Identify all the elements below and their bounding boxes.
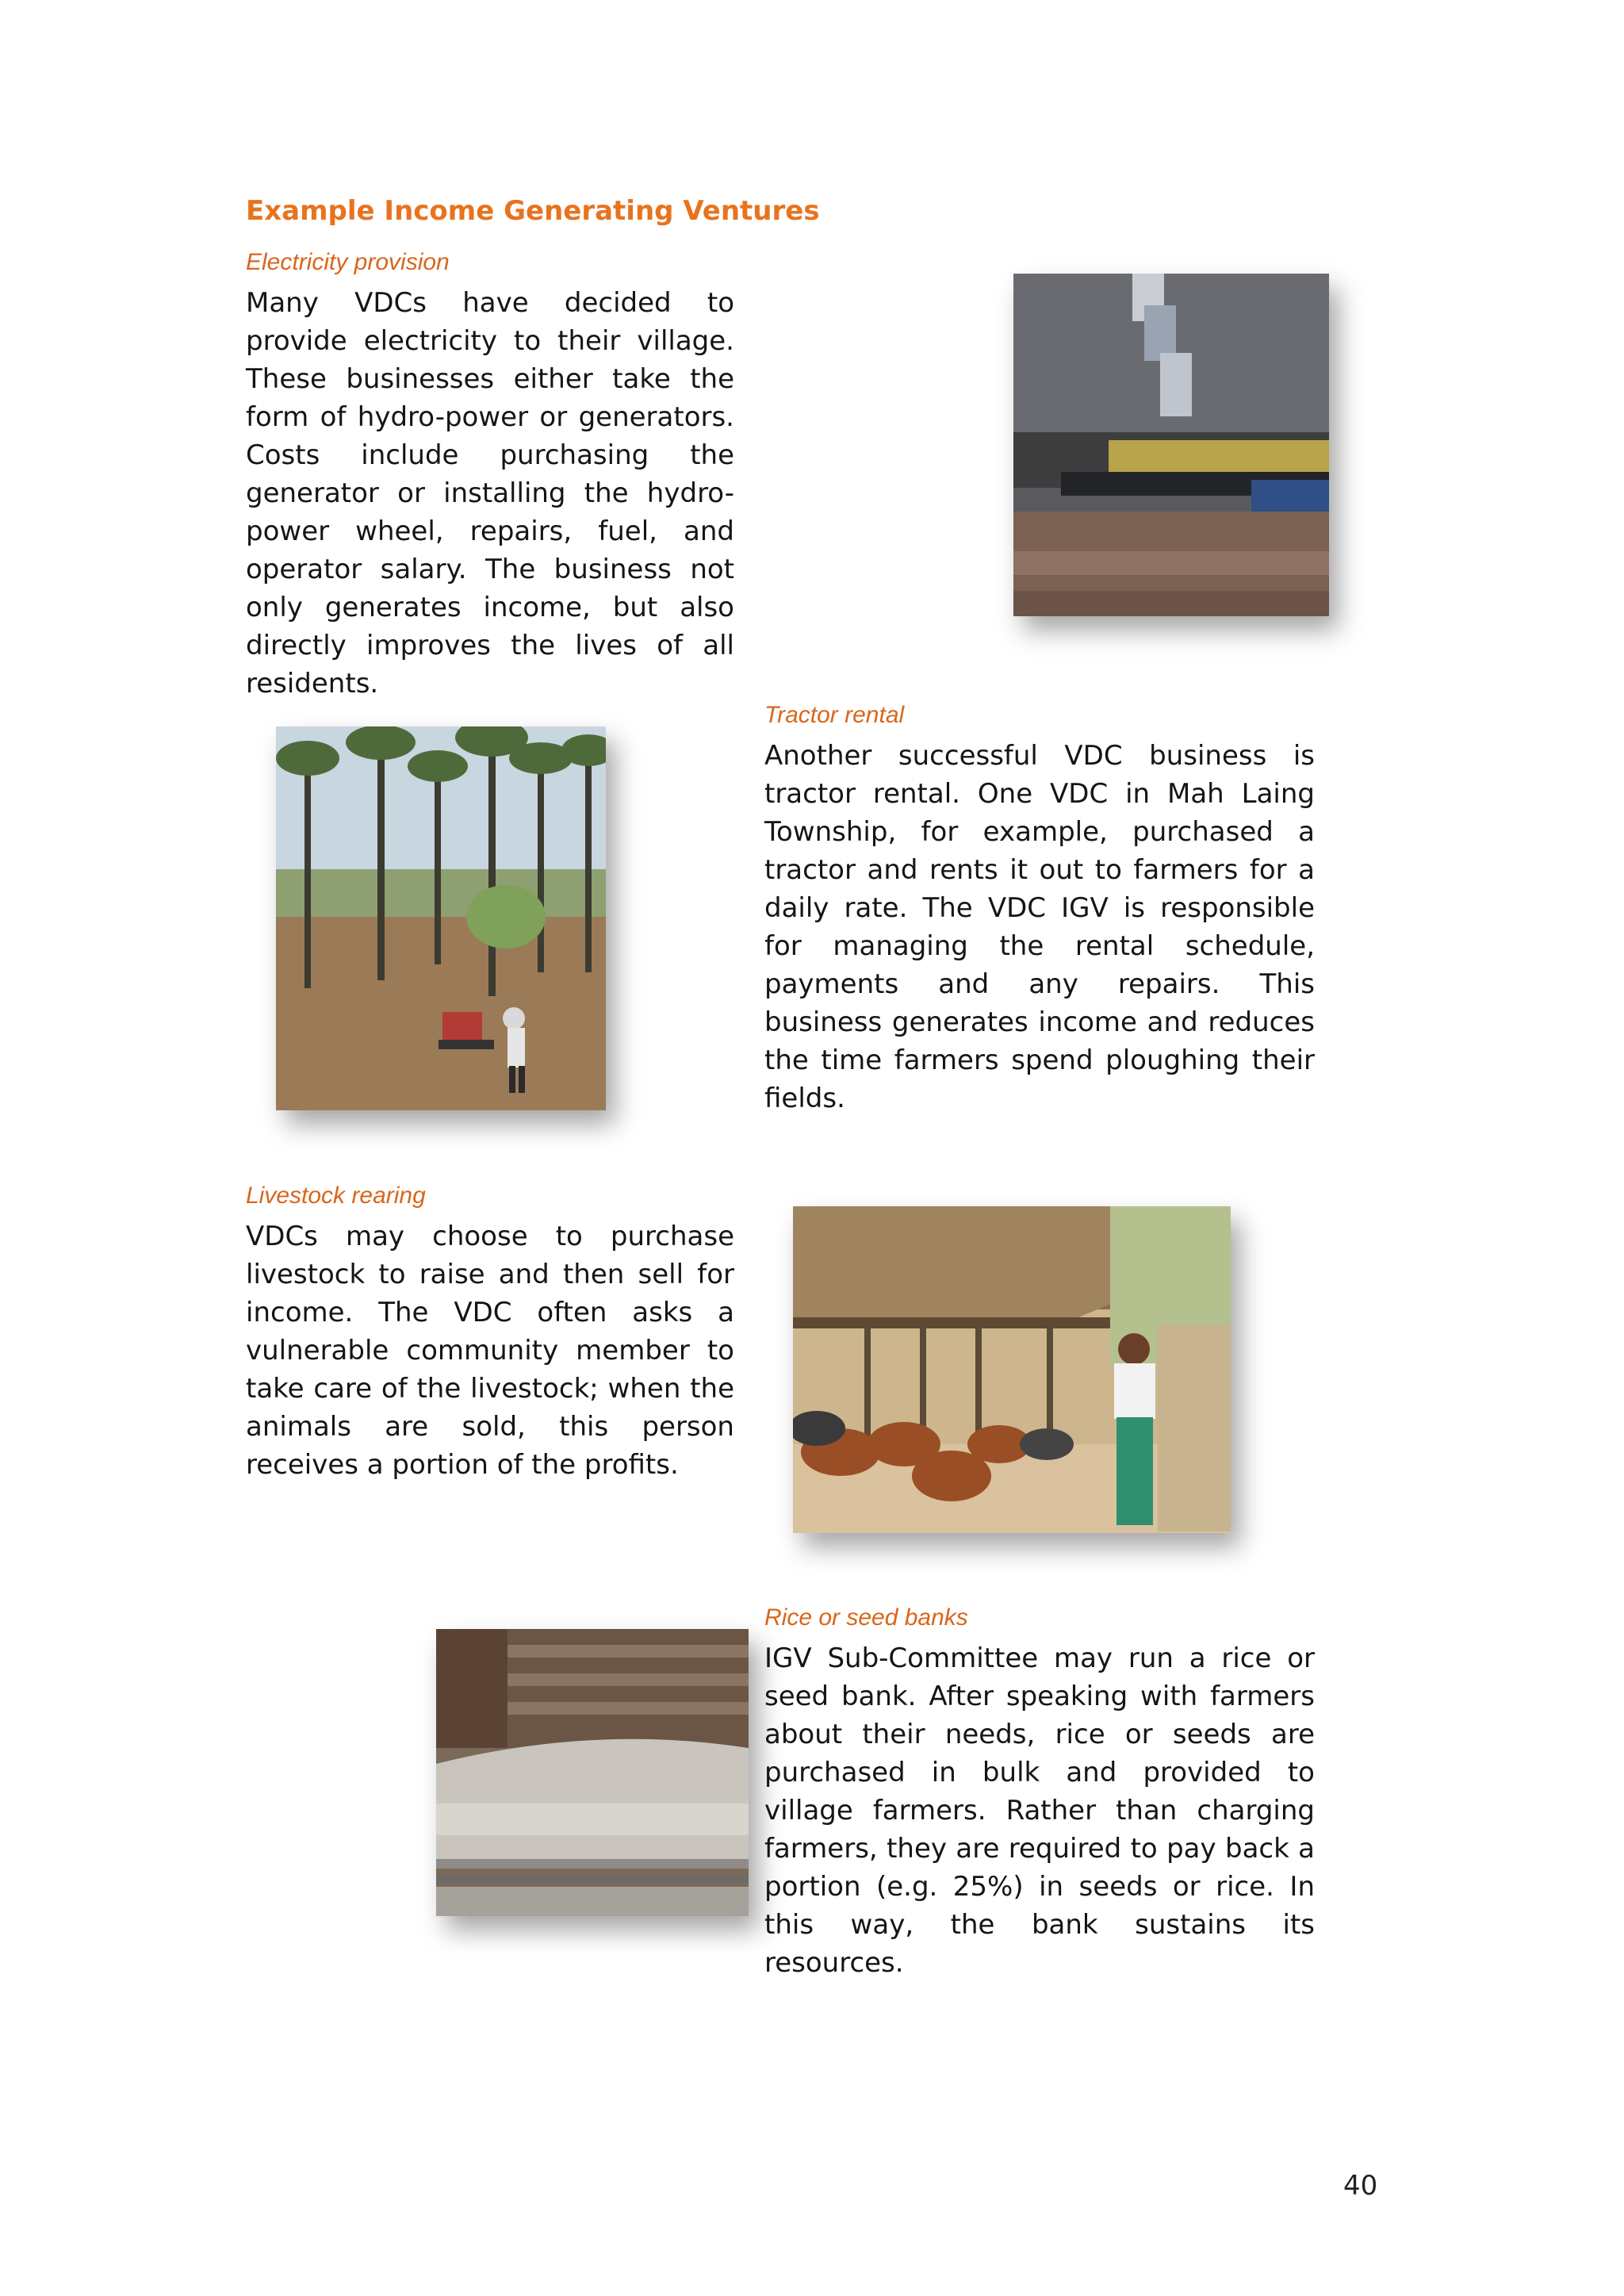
rice-seed-bank-photo [436,1629,749,1916]
page-title: Example Income Generating Ventures [246,195,820,227]
section-body-rice-seed: IGV Sub-Committee may run a rice or seed bank. After speaking with farmers about their needs, rice or seeds are purchased in bulk and provided to village farmers. Rather than charging farmers, they are required to pay back a portion (e.g. 25%) in seeds or rice. In this way, the bank sustains its resources. [764,1642,1315,1979]
section-heading-tractor: Tractor rental [764,702,905,728]
tractor-field-photo [276,726,606,1110]
section-body-electricity: Many VDCs have decided to provide electricity to their village. These businesses either take the form of hydro-power or generators. Costs include purchasing the generator or installing the hydro-power wheel, repairs, fuel, and operator salary. The business not only generates income, but also directly improves the lives of all residents. [246,287,734,700]
section-heading-rice-seed: Rice or seed banks [764,1604,968,1631]
livestock-goats-photo [793,1206,1231,1533]
section-body-tractor: Another successful VDC business is tractor rental. One VDC in Mah Laing Township, for example, purchased a tractor and rents it out to farmers for a daily rate. The VDC IGV is responsible for managing the rental schedule, payments and any repairs. This business generates income and reduces the time farmers spend ploughing their fields. [764,740,1315,1114]
electricity-generator-photo [1013,274,1329,616]
section-heading-livestock: Livestock rearing [246,1182,426,1209]
section-heading-electricity: Electricity provision [246,249,450,275]
section-body-livestock: VDCs may choose to purchase livestock to raise and then sell for income. The VDC often asks a vulnerable community member to take care of the livestock; when the animals are sold, this person receives a portion of the profits. [246,1221,734,1481]
page-number: 40 [1343,2170,1378,2202]
